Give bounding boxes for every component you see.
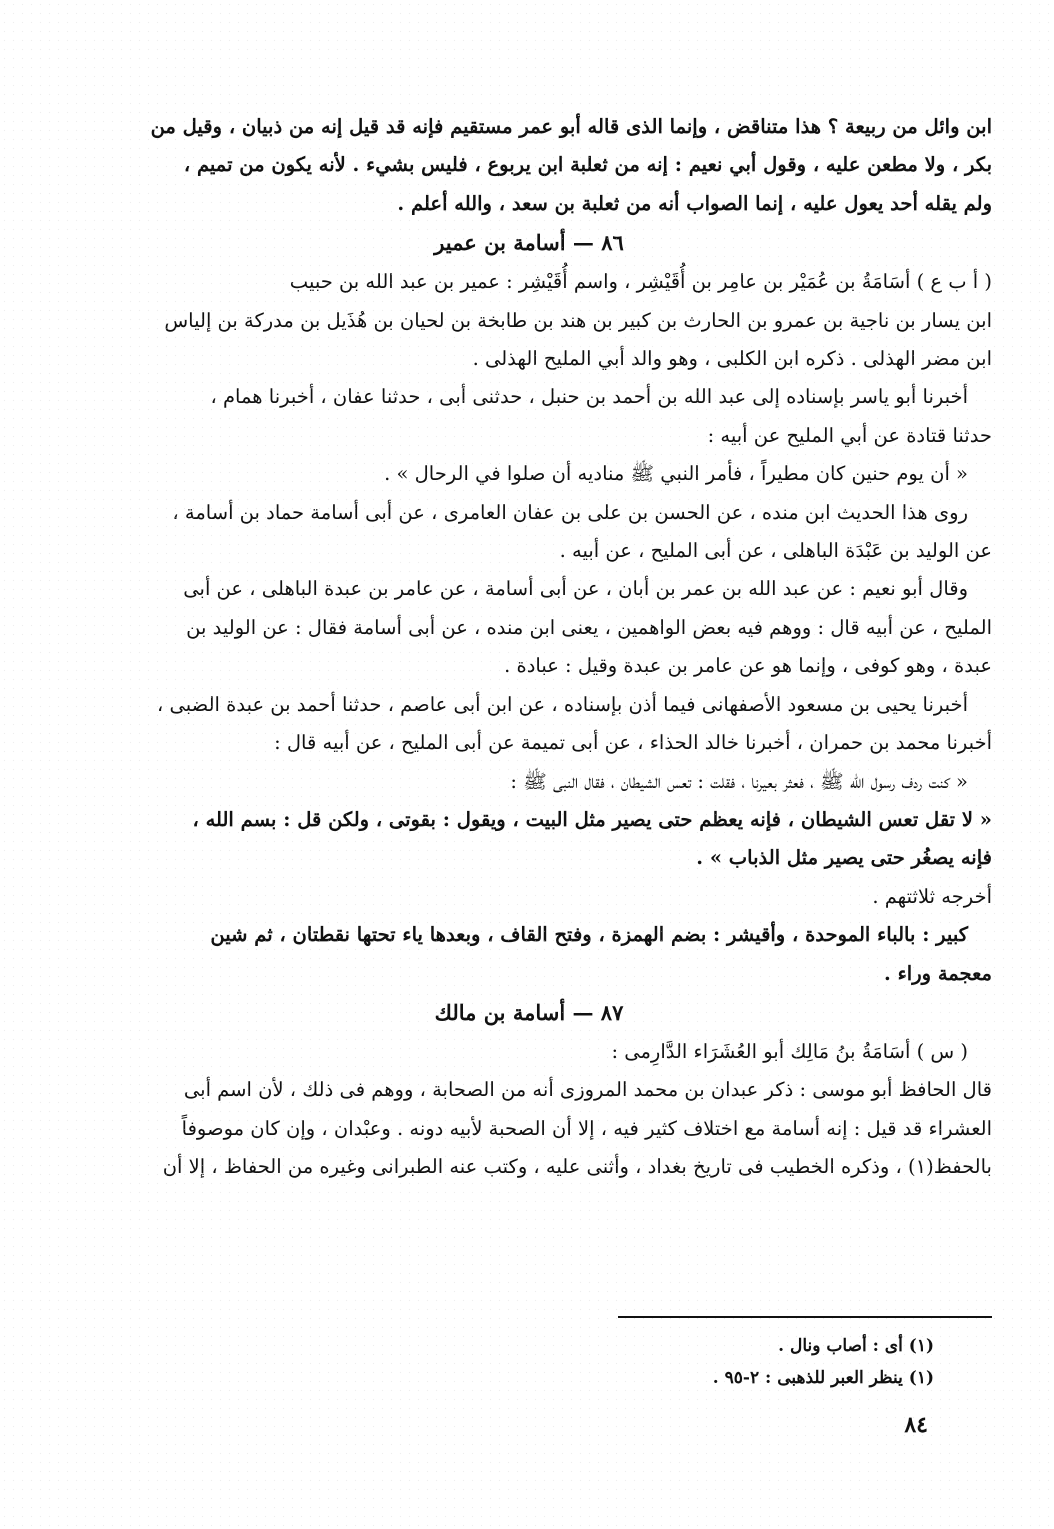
paragraph-line: وقال أبو نعيم : عن عبد الله بن عمر بن أبان ، عن أبى أسامة ، عن عامر بن عبدة الباهلى ، عن أبى bbox=[183, 577, 968, 601]
paragraph-line: عن الوليد بن عَبْدَة الباهلى ، عن أبى المليح ، عن أبيه . bbox=[559, 539, 992, 563]
hadith-quote: « لا تقل تعس الشيطان ، فإنه يعظم حتى يصير مثل البيت ، ويقول : بقوتى ، ولكن قل : بسم الله ، bbox=[192, 807, 992, 831]
main-text bbox=[66, 108, 992, 1187]
hadith-quote: فإنه يصغُر حتى يصير مثل الذباب » . bbox=[696, 846, 992, 870]
paragraph-line: ( أ ب ع ) أسَامَةُ بن عُمَيْر بن عامِر بن أُقَيْشِر ، واسم أُقَيْشِر : عمير بن عبد الله بن حبيب bbox=[289, 270, 992, 294]
paragraph-line: ولم يقله أحد يعول عليه ، إنما الصواب أنه من ثعلبة بن سعد ، والله أعلم . bbox=[397, 191, 992, 215]
entry-heading-86: ٨٦ — أسامة بن عمير bbox=[434, 230, 624, 256]
paragraph-line: عبدة ، وهو كوفى ، وإنما هو عن عامر بن عبدة وقيل : عبادة . bbox=[504, 654, 992, 678]
paragraph-line: العشراء قد قيل : إنه أسامة مع اختلاف كثير فيه ، إلا أن الصحبة لأبيه دونه . وعبْدان ، وإن كان موصوفاً bbox=[181, 1116, 992, 1140]
paragraph-line: بكر ، ولا مطعن عليه ، وقول أبي نعيم : إنه من ثعلبة ابن يربوع ، فليس بشيء . لأنه يكون من تميم ، bbox=[183, 153, 992, 177]
footnotes bbox=[334, 1330, 934, 1394]
paragraph-line: أخبرنا يحيى بن مسعود الأصفهانى فيما أذن بإسناده ، عن ابن أبى عاصم ، حدثنا أحمد بن عبدة الضبى ، bbox=[157, 692, 968, 716]
footnote-divider bbox=[618, 1316, 992, 1318]
paragraph-line: أخبرنا محمد بن حمران ، أخبرنا خالد الحذاء ، عن أبى تميمة عن أبى المليح ، عن أبيه قال : bbox=[274, 731, 992, 755]
paragraph-line: ابن يسار بن ناجية بن عمرو بن الحارث بن كبير بن هند بن طابخة بن لحيان بن هُذَيل بن مدركة بن إلياس bbox=[164, 308, 992, 332]
hadith-quote: « كنت ردف رسول الله ﷺ ، فعثر بعيرنا ، فقلت : تعس الشيطان ، فقال النبى ﷺ : bbox=[510, 769, 968, 793]
paragraph-line: حدثنا قتادة عن أبي المليح عن أبيه : bbox=[707, 423, 992, 447]
paragraph-line: روى هذا الحديث ابن منده ، عن الحسن بن على بن عفان العامرى ، عن أبى أسامة حماد بن أسامة ، bbox=[172, 500, 968, 524]
paragraph-line: ( س ) أسَامَةُ بنُ مَالِك أبو العُشَرَاء الدَّارِمى : bbox=[611, 1039, 968, 1063]
paragraph-line: بالحفظ(١) ، وذكره الخطيب فى تاريخ بغداد ، وأثنى عليه ، وكتب عنه الطبرانى وغيره من الحفاظ ، إلا أن bbox=[162, 1155, 992, 1179]
entry-heading-87: ٨٧ — أسامة بن مالك bbox=[434, 999, 624, 1025]
paragraph-line: ابن مضر الهذلى . ذكره ابن الكلبى ، وهو والد أبي المليح الهذلى . bbox=[472, 347, 992, 371]
paragraph-line: ابن وائل من ربيعة ؟ هذا متناقض ، وإنما الذى قاله أبو عمر مستقيم فإنه قد قيل إنه من ذبيان ، وقيل من bbox=[150, 115, 992, 138]
paragraph-line: معجمة وراء . bbox=[884, 961, 992, 985]
footnote: (١) ينظر العبر للذهبى : ٢-٩٥ . bbox=[712, 1368, 934, 1388]
page-number: ٨٤ bbox=[904, 1412, 928, 1438]
hadith-quote: « أن يوم حنين كان مطيراً ، فأمر النبي ﷺ مناديه أن صلوا في الرحال » . bbox=[384, 462, 968, 486]
paragraph-line: المليح ، عن أبيه قال : ووهم فيه بعض الواهمين ، يعنى ابن منده ، عن أبى أسامة فقال : عن الوليد بن bbox=[186, 615, 992, 639]
paragraph-line: أخبرنا أبو ياسر بإسناده إلى عبد الله بن أحمد بن حنبل ، حدثنى أبى ، حدثنا عفان ، أخبرنا همام ، bbox=[210, 385, 968, 409]
footnote: (١) أى : أصاب ونال . bbox=[778, 1336, 934, 1356]
paragraph-line: كبير : بالباء الموحدة ، وأقيشر : بضم الهمزة ، وفتح القاف ، وبعدها ياء تحتها نقطتان ، ثم شين bbox=[210, 923, 968, 947]
paragraph-line: قال الحافظ أبو موسى : ذكر عبدان بن محمد المروزى أنه من الصحابة ، ووهم فى ذلك ، لأن اسم أبى bbox=[183, 1078, 992, 1102]
paragraph-line: أخرجه ثلاثتهم . bbox=[872, 884, 992, 908]
